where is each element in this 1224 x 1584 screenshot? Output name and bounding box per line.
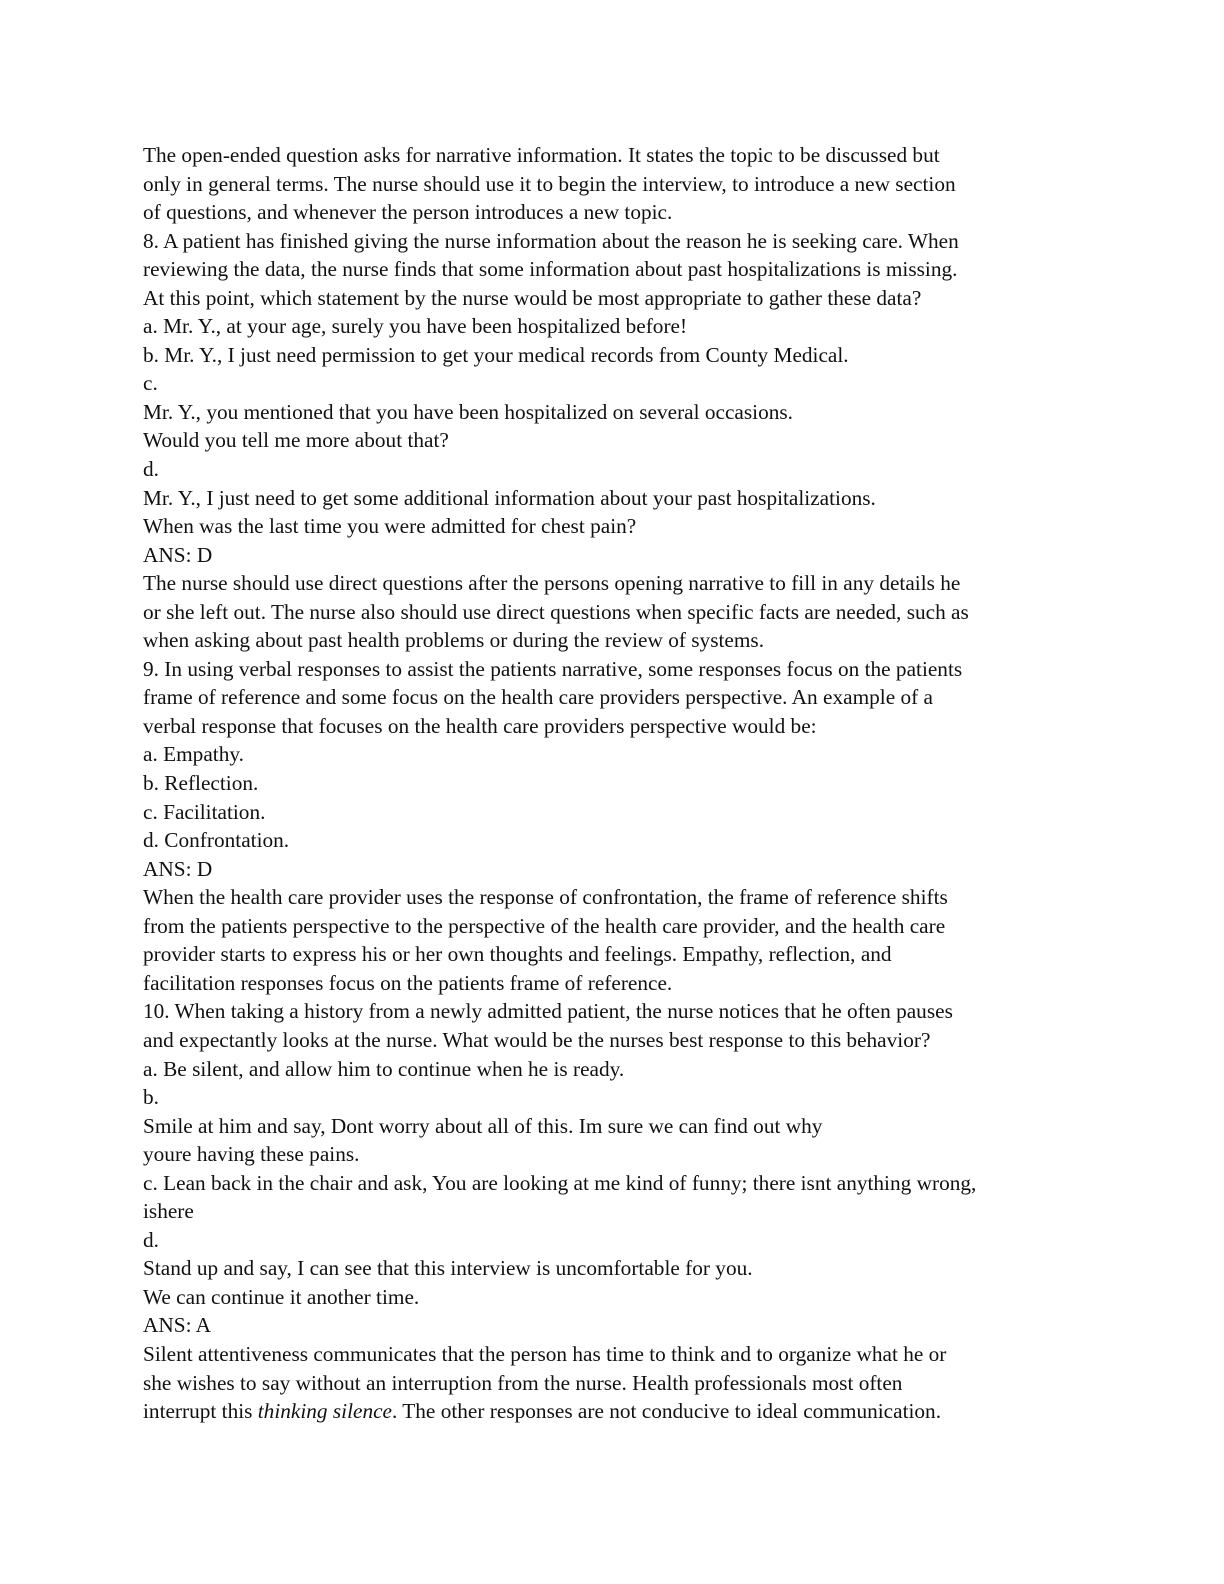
text-line: At this point, which statement by the nurse would be most appropriate to gather these data? — [143, 285, 922, 310]
rationale-line: facilitation responses focus on the patients frame of reference. — [143, 970, 673, 995]
question-9-option-c: c. Facilitation. — [143, 799, 266, 824]
question-10-option-d-label: d. — [143, 1227, 159, 1252]
question-10-option-d: Stand up and say, I can see that this interview is uncomfortable for you. — [143, 1256, 753, 1281]
question-8-option-b: b. Mr. Y., I just need permission to get your medical records from County Medical. — [143, 342, 849, 367]
text-line: of questions, and whenever the person introduces a new topic. — [143, 200, 673, 225]
question-9-option-b: b. Reflection. — [143, 771, 259, 796]
question-8-option-d: Mr. Y., I just need to get some additional information about your past hospitalizations. — [143, 485, 876, 510]
rationale-line: When the health care provider uses the response of confrontation, the frame of reference shifts — [143, 885, 948, 910]
text-line: reviewing the data, the nurse finds that some information about past hospitalizations is missing. — [143, 257, 958, 282]
question-10-option-b: Smile at him and say, Dont worry about all of this. Im sure we can find out why — [143, 1113, 823, 1138]
question-9-option-a: a. Empathy. — [143, 742, 244, 767]
rationale-line: The nurse should use direct questions after the persons opening narrative to fill in any details he — [143, 571, 961, 596]
text-line: only in general terms. The nurse should use it to begin the interview, to introduce a new section — [143, 171, 956, 196]
document-page — [143, 141, 1083, 1426]
question-10-stem: 10. When taking a history from a newly admitted patient, the nurse notices that he often pauses — [143, 999, 953, 1024]
question-8-option-c: Mr. Y., you mentioned that you have been hospitalized on several occasions. — [143, 399, 793, 424]
question-8-stem: 8. A patient has finished giving the nurse information about the reason he is seeking care. When — [143, 228, 959, 253]
text-line: Would you tell me more about that? — [143, 428, 449, 453]
text-line: The open-ended question asks for narrative information. It states the topic to be discussed but — [143, 143, 940, 167]
text-line: youre having these pains. — [143, 1142, 360, 1167]
question-9-answer: ANS: D — [143, 856, 213, 881]
rationale-line: from the patients perspective to the perspective of the health care provider, and the health care — [143, 913, 946, 938]
rationale-line-last — [143, 1397, 1083, 1426]
text-line: frame of reference and some focus on the health care providers perspective. An example of a — [143, 685, 933, 710]
question-8-answer: ANS: D — [143, 542, 213, 567]
question-10-option-a: a. Be silent, and allow him to continue when he is ready. — [143, 1056, 625, 1081]
text-line: ishere — [143, 1199, 194, 1224]
rationale-text: interrupt this — [143, 1399, 258, 1424]
emphasized-term: thinking silence — [257, 1399, 393, 1424]
text-line: When was the last time you were admitted for chest pain? — [143, 514, 637, 539]
rationale-text: . The other responses are not conducive to ideal communication. — [392, 1399, 942, 1424]
rationale-line: or she left out. The nurse also should use direct questions when specific facts are needed, such as — [143, 599, 969, 624]
rationale-line: Silent attentiveness communicates that the person has time to think and to organize what he or — [143, 1341, 947, 1366]
text-line: and expectantly looks at the nurse. What would be the nurses best response to this behavior? — [143, 1027, 931, 1052]
question-8-option-a: a. Mr. Y., at your age, surely you have been hospitalized before! — [143, 314, 688, 339]
question-10-option-c: c. Lean back in the chair and ask, You are looking at me kind of funny; there isnt anything wrong, — [143, 1170, 977, 1195]
question-10-option-b-label: b. — [143, 1085, 159, 1110]
question-9-stem: 9. In using verbal responses to assist the patients narrative, some responses focus on the patients — [143, 656, 963, 681]
rationale-line: when asking about past health problems or during the review of systems. — [143, 628, 765, 653]
rationale-line: she wishes to say without an interruption from the nurse. Health professionals most often — [143, 1370, 903, 1395]
question-9-option-d: d. Confrontation. — [143, 828, 290, 853]
question-10-answer: ANS: A — [143, 1313, 212, 1338]
rationale-line: provider starts to express his or her own thoughts and feelings. Empathy, reflection, and — [143, 942, 892, 967]
text-line: We can continue it another time. — [143, 1284, 420, 1309]
question-8-option-c-label: c. — [143, 371, 158, 396]
text-line: verbal response that focuses on the health care providers perspective would be: — [143, 713, 817, 738]
question-8-option-d-label: d. — [143, 457, 159, 482]
